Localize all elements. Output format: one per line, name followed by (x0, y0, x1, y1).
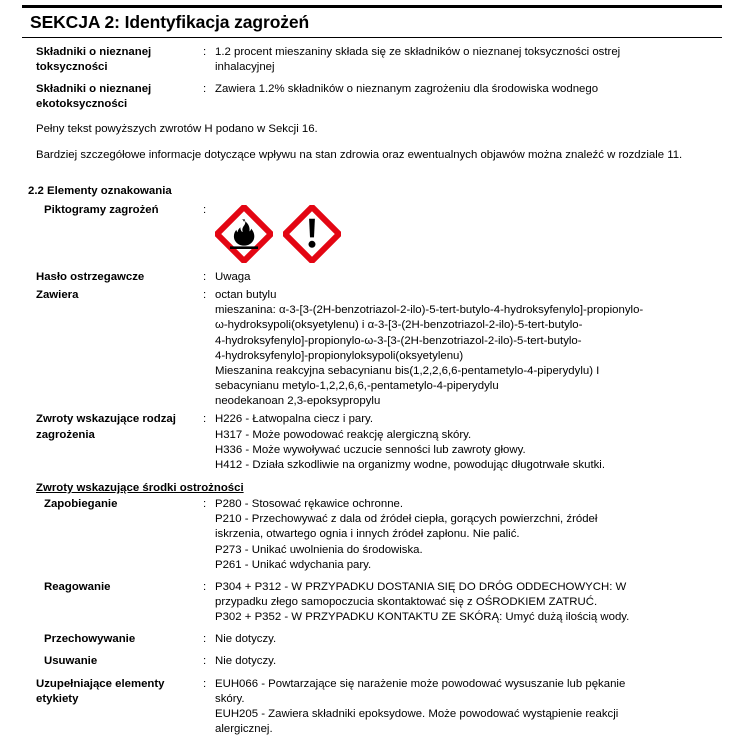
row-value: Zawiera 1.2% składników o nieznanym zagrożeniu dla środowiska wodnego (215, 82, 599, 95)
ghs07-exclamation-pictogram (283, 205, 341, 263)
note-more-information: Bardziej szczegółowe informacje dotyczące wpływu na stan zdrowia oraz ewentualnych objawów można znaleźć w rozdziale 11. (36, 148, 683, 161)
row-precaution-response (22, 580, 722, 625)
sds-section-2-page (0, 5, 750, 755)
row-colon: : (203, 580, 207, 593)
row-value: H226 - Łatwopalna ciecz i pary. H317 - Może powodować reakcję alergiczną skóry. H336 - Może wywoływać uczucie senności lub zawroty głowy. H412 - Działa szkodliwie na organizmy wodne, powodując długotrwałe skutki. (215, 413, 606, 471)
row-colon: : (203, 45, 207, 58)
row-value: Uwaga (215, 271, 251, 283)
row-hazard-pictograms (22, 203, 722, 263)
row-value: EUH066 - Powtarzające się narażenie może powodować wysuszanie lub pękanie skóry. EUH205 - Zawiera składniki epoksydowe. Może powodować wystąpienie reakcji alergicznej. (215, 677, 626, 736)
row-unknown-ecotoxicity (22, 82, 722, 112)
row-colon: : (203, 204, 207, 216)
row-label: Reagowanie (44, 580, 111, 593)
row-value: octan butylu mieszanina: α-3-[3-(2H-benzotriazol-2-ilo)-5-tert-butylo-4-hydroksyfenylo]-propionylo- ω-hydroksypoli(oksyetylenu) i α-3-[3-(2H-benzotriazol-2-ilo)-5-tert-butylo- 4-hydroksyfenylo]-propionylo-ω-3-[3-(2H-benzotriazol-2-ilo)-5-tert-butylo- 4-hydroksyfenylo]-propionyloksypoli(oksyetylenu) Mieszanina reakcyjna sebacynianu bis(1,2,2,6,6-pentametylo-4-piperydylu) I sebacynianu metylo-1,2,2,6,6,-pentametylo-4-piperydylu neodekanoan 2,3-epoksypropylu (215, 289, 644, 408)
row-colon: : (203, 498, 207, 511)
row-label: Przechowywanie (44, 633, 136, 646)
row-value: Nie dotyczy. (215, 655, 277, 668)
page-title: SEKCJA 2: Identyfikacja zagrożeń (30, 12, 310, 32)
row-colon: : (203, 413, 207, 426)
subheading-labelling-elements: 2.2 Elementy oznakowania (28, 185, 172, 197)
row-label: Składniki o nieznanej toksyczności (36, 45, 152, 73)
row-colon: : (203, 677, 207, 690)
row-label: Hasło ostrzegawcze (36, 271, 145, 283)
row-value: P280 - Stosować rękawice ochronne. P210 - Przechowywać z dala od źródeł ciepła, gorących powierzchni, źródeł iskrzenia, otwartego ognia i innych źródeł zapłonu. Nie palić. P273 - Unikać uwolnienia do środowiska. P261 - Unikać wdychania pary. (215, 498, 598, 571)
row-value: Nie dotyczy. (215, 633, 277, 646)
row-precaution-prevention (22, 497, 722, 573)
row-unknown-toxicity (22, 45, 722, 75)
row-signal-word (22, 270, 722, 285)
row-colon: : (203, 289, 207, 302)
row-label: Zawiera (36, 289, 79, 302)
row-supplemental-label-elements (22, 677, 722, 738)
row-colon: : (203, 271, 207, 283)
row-precaution-disposal (22, 654, 722, 669)
heading-precautionary-statements: Zwroty wskazujące środki ostrożności (36, 482, 244, 495)
row-colon: : (203, 655, 207, 668)
row-label: Składniki o nieznanej ekotoksyczności (36, 82, 152, 111)
row-colon: : (203, 82, 207, 95)
row-value: 1.2 procent mieszaniny składa się ze składników o nieznanej toksyczności ostrej inhalacyjnej (215, 45, 621, 73)
row-contains (22, 288, 722, 409)
note-full-h-statements: Pełny tekst powyższych zwrotów H podano w Sekcji 16. (36, 123, 318, 136)
row-label: Zapobieganie (44, 498, 118, 511)
pictogram-group (215, 203, 722, 263)
row-label: Piktogramy zagrożeń (44, 204, 159, 216)
row-label: Usuwanie (44, 655, 98, 668)
ghs02-flame-pictogram (215, 205, 273, 263)
header-rule-bottom (22, 37, 722, 38)
row-hazard-statements (22, 412, 722, 473)
row-value: P304 + P312 - W PRZYPADKU DOSTANIA SIĘ DO DRÓG ODDECHOWYCH: W przypadku złego samopoczucia skontaktować się z OŚRODKIEM ZATRUĆ. P302 + P352 - W PRZYPADKU KONTAKTU ZE SKÓRĄ: Umyć dużą ilością wody. (215, 580, 630, 624)
row-precaution-storage (22, 632, 722, 647)
row-colon: : (203, 633, 207, 646)
row-label: Uzupełniające elementy etykiety (36, 677, 165, 705)
row-label: Zwroty wskazujące rodzaj zagrożenia (36, 413, 176, 441)
